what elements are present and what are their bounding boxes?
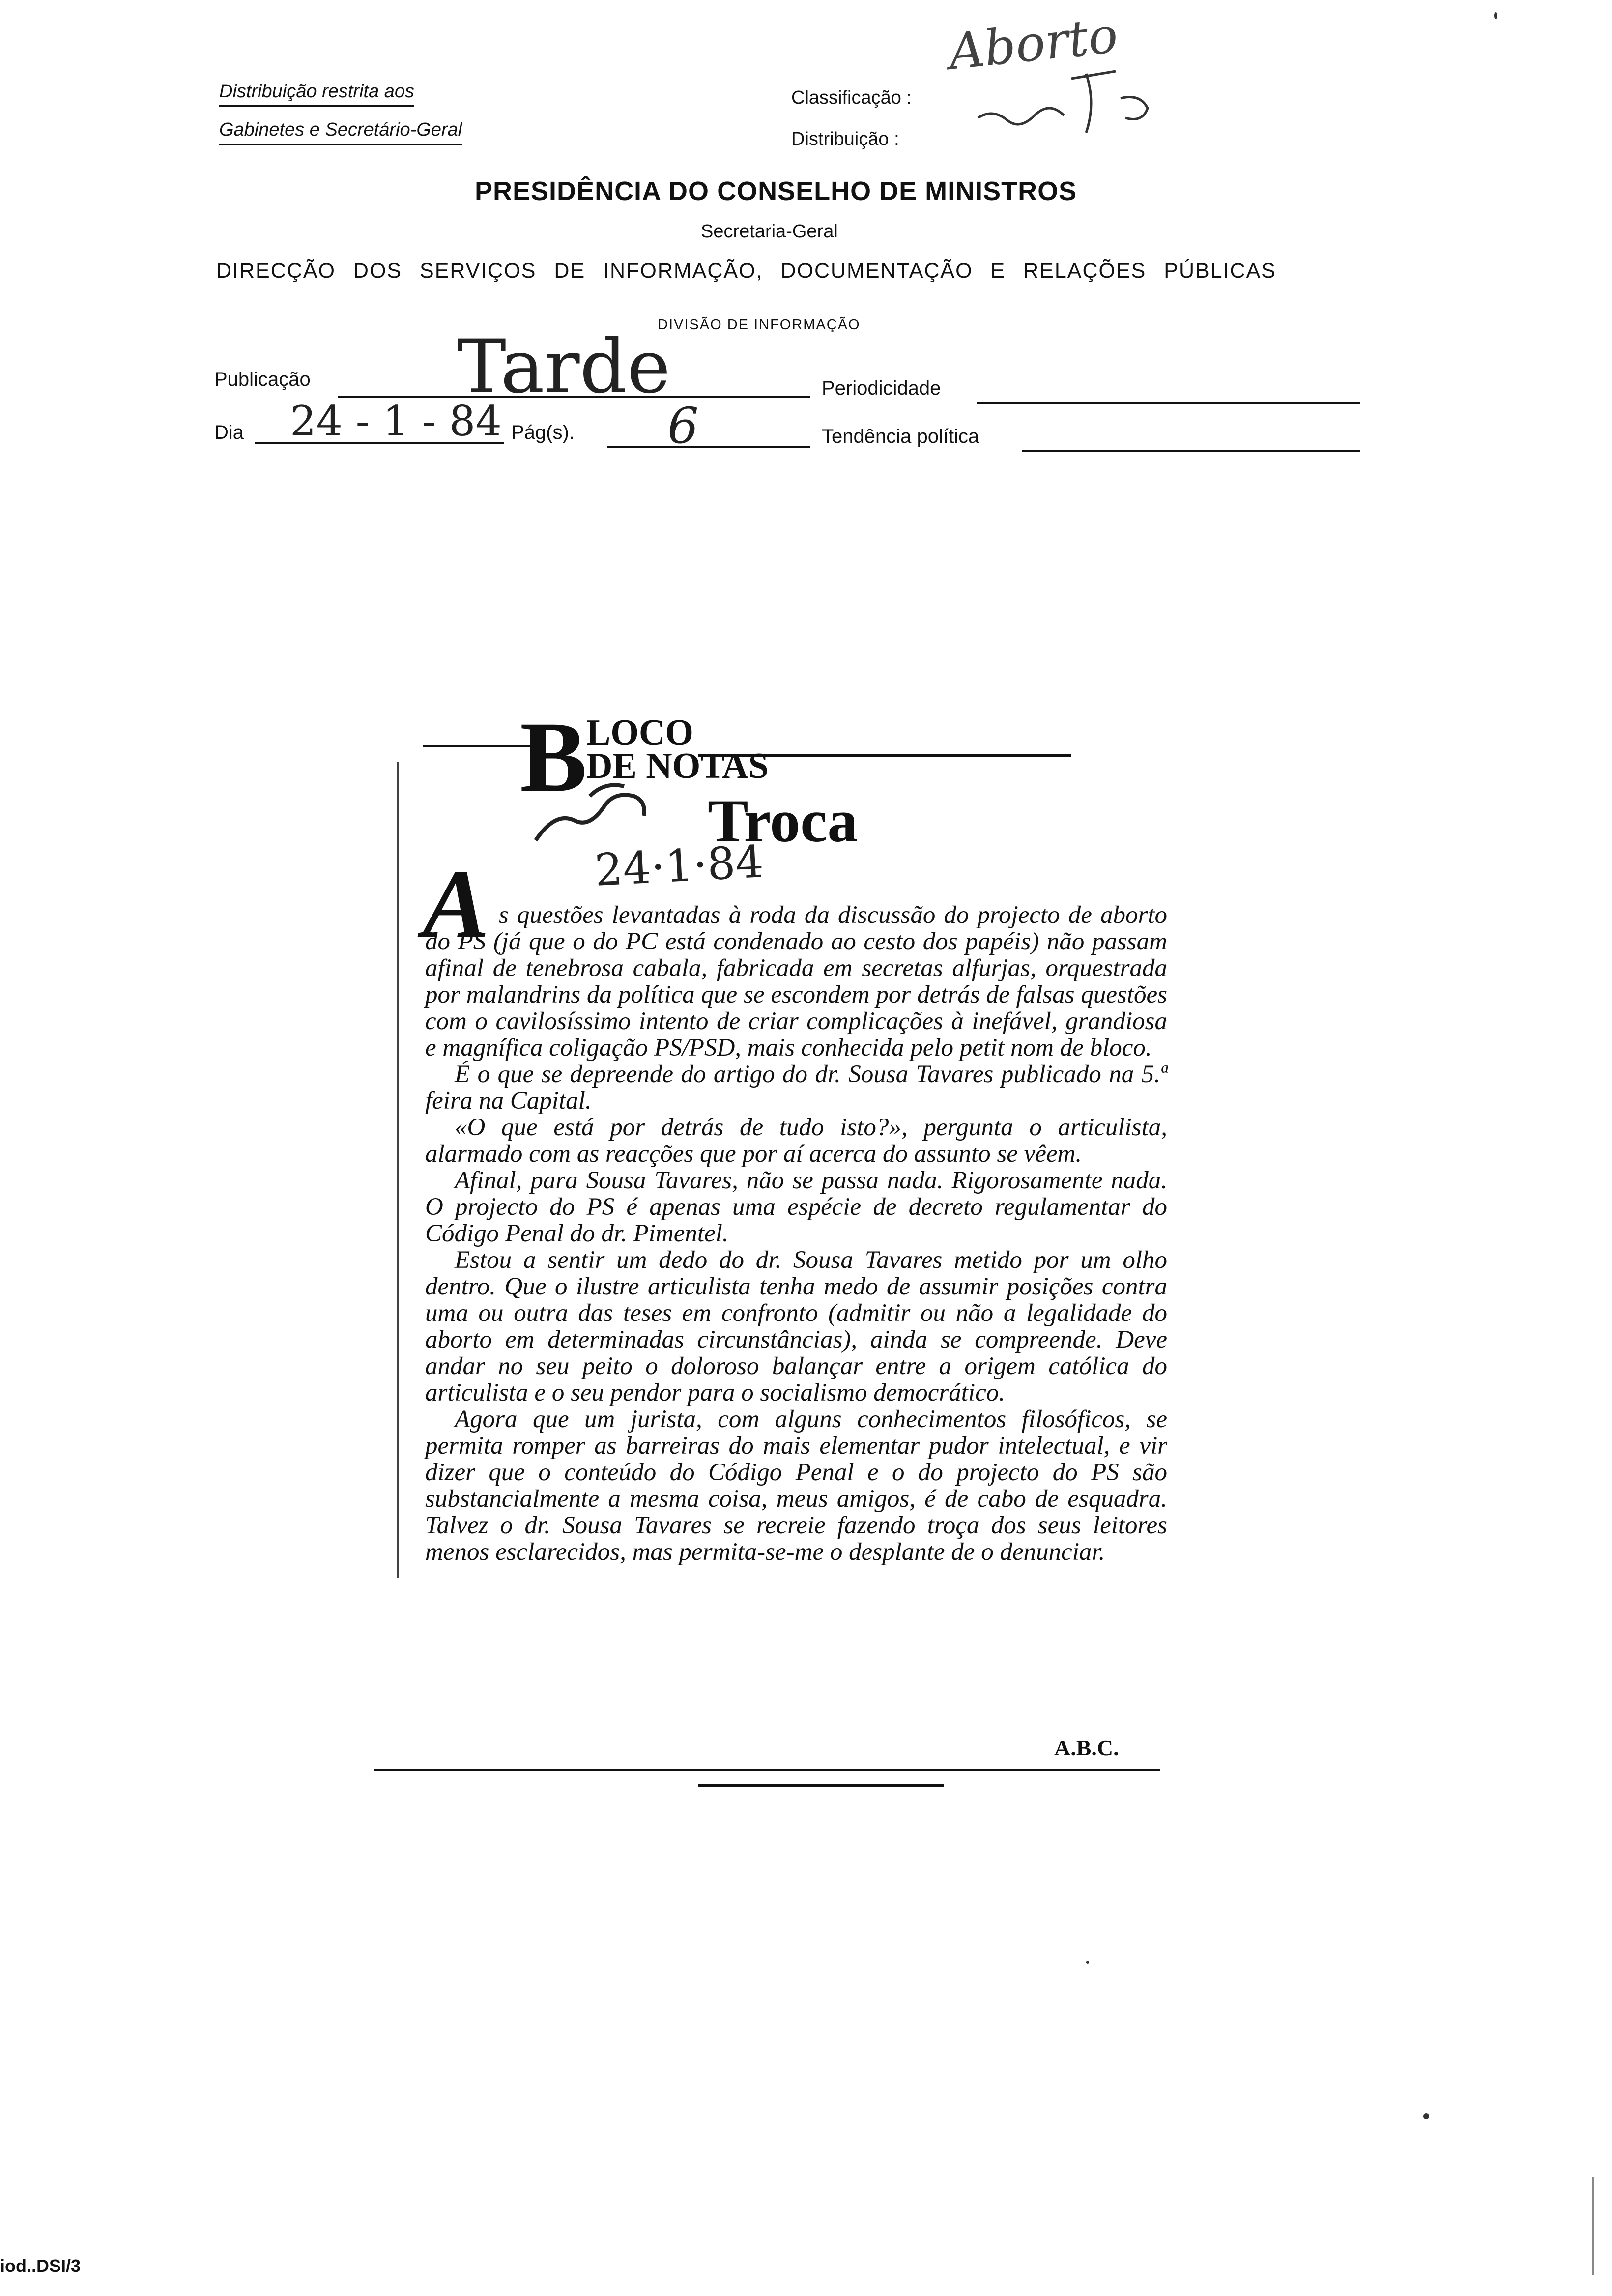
secretariat-label: Secretaria-Geral [701, 221, 838, 242]
article-drop-cap: A [423, 850, 489, 958]
periodicity-label: Periodicidade [822, 377, 941, 399]
page-label: Pág(s). [511, 422, 575, 443]
handwritten-topic: Aborto [946, 6, 1121, 81]
article-paragraph-4: Afinal, para Sousa Tavares, não se passa nada. Rigorosamente nada. O projecto do PS é apenas uma espécie de decreto regulamentar do Código Penal do dr. Pimentel. [425, 1167, 1167, 1247]
form-code: iod..DSI/3 [0, 2256, 81, 2276]
page-line [607, 446, 810, 448]
publication-value: Tarde [457, 324, 671, 410]
clipping-bottom-rule [374, 1769, 1160, 1771]
article-paragraph-3: «O que está por detrás de tudo isto?», pergunta o articulista, alarmado com as reacções que por aí acerca do assunto se vêem. [425, 1114, 1167, 1168]
newspaper-clipping [383, 701, 1189, 1799]
scan-speck [1423, 2113, 1429, 2119]
article-paragraph-6: Agora que um jurista, com alguns conhecimentos filosóficos, se permita romper as barreiras do mais elementar pudor intelectual, e vir dizer que o conteúdo do Código Penal e o do projecto do PS são substancialmente a mesma coisa, meus amigos, é de cabo de esquadra. Talvez o dr. Sousa Tavares se recreie fazendo troça dos seus leitores menos esclarecidos, mas permita-se-me o desplante de o denunciar. [425, 1406, 1167, 1566]
day-label: Dia [214, 422, 244, 443]
institution-title: PRESIDÊNCIA DO CONSELHO DE MINISTROS [475, 176, 1077, 206]
restriction-line-2: Gabinetes e Secretário-Geral [219, 119, 462, 145]
article-paragraph-1: s questões levantadas à roda da discussão do projecto de aborto do PS (já que o do PC está condenado ao cesto dos papéis) não passam afinal de tenebrosa cabala, fabricada em secretas alfurjas, orquestrada por malandrins da política que se escondem por detrás de falsas questões com o cavilosíssimo intento de criar complicações à inefável, grandiosa e magnífica coligação PS/PSD, mais conhecida pelo petit nom de bloco. [425, 901, 1167, 1062]
column-title-line-1: LOCO [586, 713, 693, 753]
directorate-title: DIRECÇÃO DOS SERVIÇOS DE INFORMAÇÃO, DOCUMENTAÇÃO E RELAÇÕES PÚBLICAS [216, 259, 1276, 283]
column-title-line-2: DE NOTAS [586, 746, 769, 786]
page-value: 6 [667, 397, 699, 455]
day-value: 24 - 1 - 84 [290, 397, 502, 445]
tendency-line [1022, 450, 1360, 452]
scan-speck [1494, 12, 1497, 19]
article-paragraph-5: Estou a sentir um dedo do dr. Sousa Tavares metido por um olho dentro. Que o ilustre articulista tenha medo de assumir posições contra uma ou outra das teses em confronto (admitir ou não a legalidade do aborto em determinadas circunstâncias), ainda se compreende. Deve andar no seu peito o doloroso balançar entre a origem católica do articulista e o seu pendor para o socialismo democrático. [425, 1246, 1167, 1406]
article-headline: Troca [708, 787, 858, 855]
handwritten-date: 24·1·84 [593, 836, 765, 896]
clipping-bottom-rule-thick [698, 1784, 944, 1787]
restriction-line-1: Distribuição restrita aos [219, 81, 414, 107]
scan-edge-mark [1592, 2177, 1594, 2275]
article-body [425, 902, 1167, 1565]
publication-label: Publicação [214, 369, 311, 390]
column-big-letter: B [520, 701, 587, 813]
clipping-left-border [397, 762, 399, 1578]
article-signature: A.B.C. [1054, 1735, 1119, 1760]
periodicity-line [977, 402, 1360, 404]
distribution-label: Distribuição : [791, 129, 899, 149]
handwritten-scribble-mark [973, 59, 1155, 152]
division-title: DIVISÃO DE INFORMAÇÃO [658, 317, 861, 333]
classification-label: Classificação : [791, 87, 912, 108]
tendency-label: Tendência política [822, 426, 979, 447]
article-paragraph-2: É o que se depreende do artigo do dr. Sousa Tavares publicado na 5.ª feira na Capital. [425, 1061, 1167, 1115]
scan-speck [1086, 1961, 1089, 1964]
